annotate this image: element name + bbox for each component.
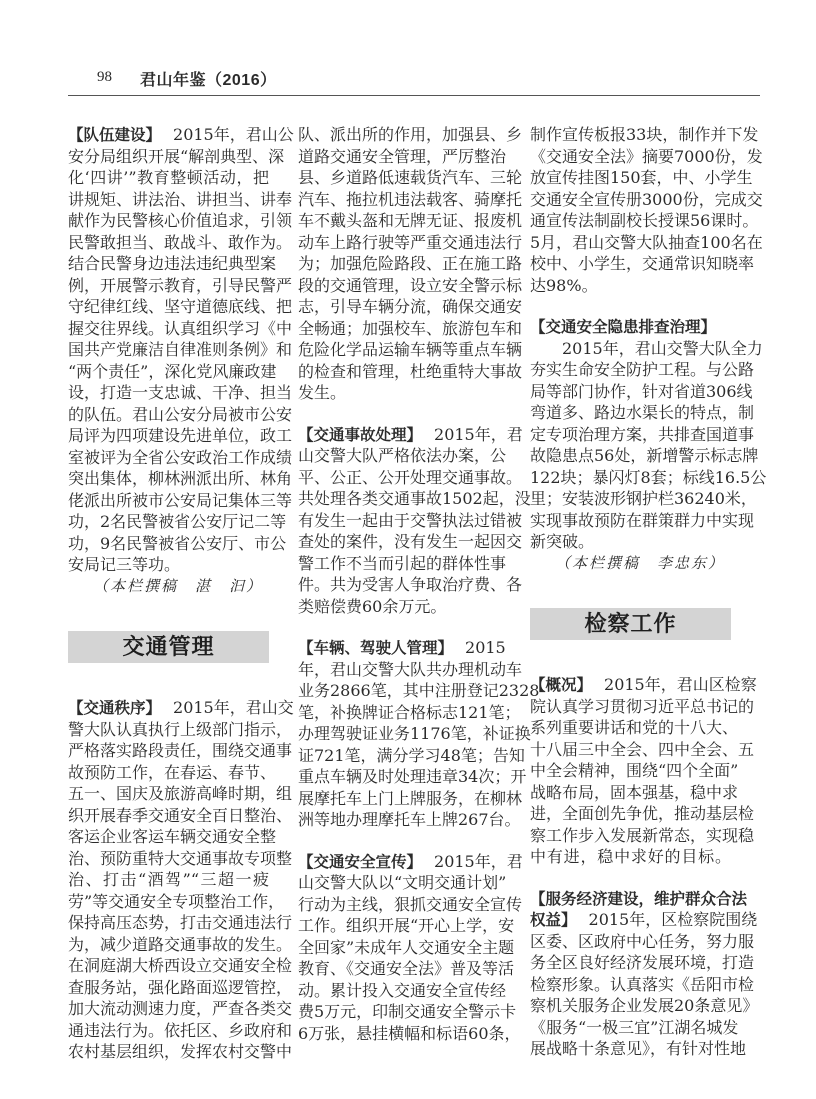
- text-line: 握交往界线。认真组织学习《中: [68, 318, 293, 338]
- paragraph: [530, 674, 757, 868]
- text-line: 危险化学品运输车辆等重点车辆: [298, 340, 523, 359]
- text-line: 件。共为受害人争取治疗费、各: [298, 575, 523, 594]
- text-line: 安局记三等功。: [68, 555, 181, 574]
- text-line: 中全会精神，围绕“四个全面”: [530, 761, 739, 780]
- text-line: 展摩托车上门上牌服务，在柳林: [298, 788, 523, 808]
- text-line: 治、打击“酒驾”“三超一疲: [68, 870, 269, 889]
- entry-text: 2015年，君山公: [173, 125, 294, 144]
- text-line: 功，9名民警被省公安厅、市公: [68, 533, 287, 553]
- text-line: 设，打造一支忠诚、干净、担当: [68, 383, 293, 402]
- text-line: 为，减少道路交通事故的发生。: [68, 934, 293, 954]
- text-line: 院认真学习贯彻习近平总书记的: [530, 696, 755, 716]
- entry-text: 2015年，君山区检察: [604, 675, 757, 694]
- text-line: 警工作不当而引起的群体性事: [298, 553, 507, 573]
- text-line: 织开展春季交通安全百日整治、: [68, 805, 293, 825]
- author-credit: （本栏撰稿 湛 汩）: [92, 576, 263, 595]
- text-line: 佬派出所被市公安局记集体三等: [68, 490, 293, 510]
- text-line: 洲等地办理摩托车上牌267台。: [298, 810, 521, 829]
- text-line: 《交通安全法》摘要7000份，发: [530, 146, 763, 166]
- text-line: 5月，君山交警大队抽查100名在: [530, 232, 763, 252]
- text-line: 局等部门协作，针对省道306线: [530, 381, 753, 401]
- text-line: 笔，补换牌证合格标志121笔；: [298, 702, 521, 722]
- text-line: 五一、国庆及旅游高峰时期，组: [68, 784, 293, 803]
- entry-heading: 【队伍建设】: [68, 127, 162, 144]
- text-line: [298, 424, 523, 446]
- text-line: 2015年，君山交警大队全力: [530, 338, 763, 358]
- entry-text: 2015年，君山交: [173, 698, 294, 717]
- text-line: 段的交通管理，设立安全警示标: [298, 275, 523, 295]
- paragraph: [530, 316, 767, 553]
- text-line: 动车上路行驶等严重交通违法行: [298, 232, 523, 252]
- text-line: 守纪律红线、坚守道德底线、把: [68, 297, 293, 316]
- text-line: 业务2866笔，其中注册登记2328: [298, 681, 540, 700]
- text-line: 战略布局，固本强基，稳中求: [530, 782, 739, 802]
- paragraph: [68, 124, 294, 576]
- text-line: 民警敢担当、敢战斗、敢作为。: [68, 232, 293, 252]
- text-line: 县、乡道路低速载货汽车、三轮: [298, 168, 523, 187]
- text-line: 故隐患点56处，新增警示标志牌: [530, 446, 759, 465]
- entry-text: 2015年，君: [434, 851, 523, 871]
- text-line: [530, 674, 757, 696]
- text-line: 中有进，稳中求好的目标。: [530, 847, 731, 866]
- text-line: 队、派出所的作用，加强县、乡: [298, 125, 523, 144]
- text-line: 弯道多、路边水渠长的特点，制: [530, 403, 755, 422]
- text-line: 制作宣传板报33块，制作并下发: [530, 125, 759, 144]
- text-line: [68, 124, 294, 146]
- text-line: 达98%。: [530, 275, 598, 295]
- text-line: 6万张，悬挂横幅和标语60条，: [298, 1023, 521, 1043]
- entry-heading: 【概况】: [530, 677, 593, 694]
- text-line: 献作为民警核心价值追求，引领: [68, 211, 293, 230]
- text-line: 费5万元，印制交通安全警示卡: [298, 1002, 517, 1021]
- text-line: 十八届三中全会、四中全会、五: [530, 739, 755, 759]
- text-line: 里；安装波形钢护栏36240米，: [530, 489, 757, 508]
- text-line: 保持高压态势，打击交通违法行: [68, 913, 293, 932]
- text-line: 区委、区政府中心任务，努力服: [530, 931, 755, 951]
- text-line: “两个责任”，深化党风廉政建: [68, 361, 277, 381]
- text-line: 全畅通；加强校车、旅游包车和: [298, 318, 523, 338]
- text-line: 进，全面创先争优，推动基层检: [530, 804, 755, 823]
- text-line: 严格落实路段责任，围绕交通事: [68, 741, 293, 760]
- paragraph: [298, 851, 523, 1045]
- column-middle: [298, 124, 540, 1044]
- text-line: 交通安全宣传册3000份，完成交: [530, 189, 763, 209]
- text-line: 通宣传法制副校长授课56课时。: [530, 211, 759, 230]
- entry-heading: 【交通秩序】: [68, 700, 162, 717]
- text-line: 系列重要讲话和党的十八大、: [530, 718, 739, 737]
- text-line: 劳”等交通安全专项整治工作，: [68, 891, 285, 911]
- text-line: 察工作步入发展新常态，实现稳: [530, 825, 755, 845]
- text-line: 共处理各类交通事故1502起，没: [298, 489, 531, 508]
- text-line: 察机关服务企业发展20条意见》: [530, 996, 759, 1015]
- text-line: 办理驾驶证业务1176笔，补证换: [298, 724, 531, 743]
- text-line: 结合民警身边违法违纪典型案: [68, 254, 277, 273]
- text-line: 发生。: [298, 383, 347, 402]
- text-line: 安分局组织开展“解剖典型、深: [68, 146, 285, 166]
- text-line: 道路交通安全管理，严厉整治: [298, 146, 507, 166]
- text-line: 山交警大队严格依法办案，公: [298, 446, 507, 465]
- text-line: 务全区良好经济发展环境，打造: [530, 953, 755, 972]
- text-line: 动。累计投入交通安全宣传经: [298, 980, 507, 1000]
- text-line: 加大流动测速力度，严查各类交: [68, 999, 293, 1018]
- text-line: 局评为四项建设先进单位，政工: [68, 426, 293, 445]
- entry-text: 2015年，区检察院围绕: [588, 910, 758, 929]
- column-left: [68, 124, 294, 1063]
- text-line: 在洞庭湖大桥西设立交通安全检: [68, 956, 293, 975]
- text-line: 例，开展警示教育，引导民警严: [68, 275, 293, 295]
- text-line: 夯实生命安全防护工程。与公路: [530, 360, 755, 379]
- text-line: 的队伍。君山公安分局被市公安: [68, 404, 293, 424]
- text-line: 国共产党廉洁自律准则条例》和: [68, 340, 293, 359]
- text-line: 定专项治理方案，共排查国道事: [530, 424, 755, 444]
- paragraph: [298, 637, 540, 831]
- text-line: 实现事故预防在群策群力中实现: [530, 510, 755, 530]
- paragraph: [298, 424, 531, 618]
- entry-text: 2015年，君: [434, 424, 523, 444]
- text-line: 的检查和管理，杜绝重特大事故: [298, 361, 523, 381]
- text-line: 有发生一起由于交警执法过错被: [298, 510, 523, 530]
- paragraph: [530, 124, 763, 296]
- text-line: 通违法行为。依托区、乡政府和: [68, 1020, 293, 1040]
- text-line: 治、预防重特大交通事故专项整: [68, 848, 293, 868]
- text-line: 《服务“一极三宜”江湖名城发: [530, 1017, 739, 1037]
- text-line: [298, 637, 506, 659]
- text-line: 志，引导车辆分流，确保交通安: [298, 297, 523, 316]
- text-line: 检察形象。认真落实《岳阳市检: [530, 974, 755, 994]
- text-line: 重点车辆及时处理违章34次；开: [298, 767, 527, 786]
- entry-heading: 【车辆、驾驶人管理】: [298, 640, 454, 657]
- paragraph: [298, 124, 523, 404]
- header-rule: [68, 95, 760, 96]
- text-line: 汽车、拖拉机违法载客、骑摩托: [298, 189, 523, 209]
- text-line: 查处的案件，没有发生一起因交: [298, 532, 523, 551]
- text-line: 农村基层组织，发挥农村交警中: [68, 1042, 293, 1061]
- text-line: 校中、小学生，交通常识知晓率: [530, 254, 755, 273]
- column-right: [530, 124, 767, 1060]
- book-title: 君山年鉴（2016）: [140, 72, 277, 89]
- text-line: 警大队认真执行上级部门指示，: [68, 719, 293, 739]
- text-line: 功，2名民警被省公安厅记二等: [68, 512, 287, 531]
- text-line: 行动为主线，狠抓交通安全宣传: [298, 894, 523, 914]
- text-line: 室被评为全省公安政治工作成绩: [68, 447, 293, 467]
- text-line: 教育、《交通安全法》普及等活: [298, 959, 515, 978]
- text-line: [530, 316, 731, 338]
- entry-heading: 权益】: [530, 912, 577, 929]
- text-line: 工作。组织开展“开心上学，安: [298, 916, 515, 935]
- entry-heading: 【服务经济建设，维护群众合法: [530, 890, 748, 908]
- page-number: 98: [97, 69, 112, 85]
- text-line: 客运企业客运车辆交通安全整: [68, 827, 277, 846]
- entry-text: 2015: [465, 638, 506, 657]
- text-line: 突出集体，柳林洲派出所、林角: [68, 469, 293, 488]
- text-line: 平、公正、公开处理交通事故。: [298, 467, 523, 487]
- text-line: [298, 851, 523, 873]
- text-line: 车不戴头盔和无牌无证、报废机: [298, 211, 523, 230]
- text-line: 查服务站，强化路面巡逻管控，: [68, 977, 293, 997]
- text-line: 讲规矩、讲法治、讲担当、讲奉: [68, 189, 293, 209]
- text-line: 为；加强危险路段、正在施工路: [298, 254, 523, 273]
- paragraph: [530, 888, 759, 1060]
- text-line: 年，君山交警大队共办理机动车: [298, 659, 523, 679]
- text-line: 122块；暴闪灯8套；标线16.5公: [530, 467, 767, 487]
- entry-heading: 【交通安全隐患排查治理】: [530, 319, 717, 336]
- section-heading: 检察工作: [530, 608, 731, 640]
- text-line: 故预防工作，在春运、春节、: [68, 762, 277, 782]
- running-header: [68, 66, 760, 94]
- text-line: [68, 697, 294, 719]
- text-line: 化‘四讲’”教育整顿活动，把: [68, 168, 269, 187]
- text-line: 展战略十条意见》，有针对性地: [530, 1039, 747, 1058]
- text-line: [530, 909, 758, 931]
- text-line: 全回家”未成年人交通安全主题: [298, 937, 515, 957]
- text-line: 证721笔，满分学习48笔；告知: [298, 745, 525, 765]
- text-line: 放宣传挂图150套，中、小学生: [530, 168, 753, 187]
- text-line: [530, 888, 748, 910]
- paragraph: [68, 697, 294, 1063]
- entry-heading: 【交通安全宣传】: [298, 853, 423, 871]
- text-line: 山交警大队以“文明交通计划”: [298, 873, 507, 892]
- author-credit: （本栏撰稿 李忠东）: [554, 553, 725, 572]
- entry-heading: 【交通事故处理】: [298, 426, 423, 444]
- text-line: 新突破。: [530, 532, 595, 551]
- text-line: 类赔偿费60余万元。: [298, 596, 447, 616]
- section-heading: 交通管理: [68, 631, 269, 663]
